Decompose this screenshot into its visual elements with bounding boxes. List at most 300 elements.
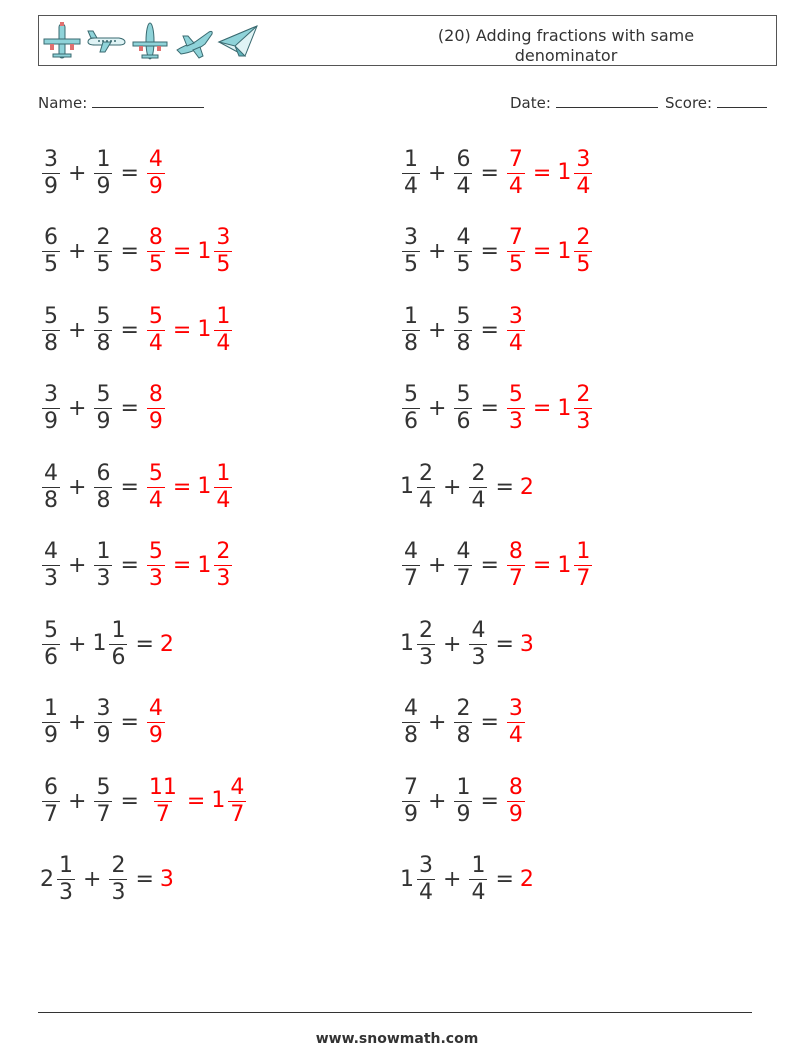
plus-sign: + — [68, 317, 87, 343]
addend-a — [400, 541, 422, 590]
addend-a-fraction — [417, 617, 435, 670]
answer-value — [505, 146, 527, 199]
addend-a — [400, 384, 422, 433]
addend-a-numerator: 7 — [404, 774, 418, 800]
addend-b — [452, 541, 474, 590]
answer-value-fraction — [147, 384, 165, 433]
plus-sign: + — [83, 867, 102, 892]
problem-item — [40, 452, 234, 522]
answer-mixed-denominator: 4 — [216, 487, 231, 513]
addend-a-denominator: 9 — [44, 409, 58, 434]
answer-mixed-fraction — [574, 384, 592, 433]
airplane-side-icon — [85, 20, 127, 62]
addend-b-denominator: 4 — [471, 880, 486, 905]
answer-mixed-numerator: 3 — [216, 225, 231, 250]
answer-value-numerator: 5 — [148, 303, 163, 329]
answer-value-denominator: 5 — [508, 252, 523, 277]
problem-item — [40, 217, 234, 287]
addend-a-fraction — [402, 227, 420, 276]
answer-mixed — [197, 541, 234, 590]
addend-a-numerator: 3 — [44, 146, 58, 172]
answer-value-whole: 2 — [519, 867, 534, 892]
addend-a — [40, 146, 62, 199]
addend-a-fraction — [402, 698, 420, 747]
answer-value-whole: 2 — [159, 631, 174, 657]
addend-b-numerator: 6 — [456, 146, 471, 172]
addend-a — [40, 303, 62, 356]
addend-b-denominator: 4 — [456, 173, 471, 199]
answer-value-fraction — [507, 146, 525, 199]
addend-a-numerator: 1 — [59, 853, 73, 878]
equals-sign: = — [495, 631, 514, 657]
plus-sign: + — [68, 239, 87, 264]
problem-item — [400, 845, 535, 915]
equals-sign: = — [120, 239, 139, 264]
problem-item — [40, 531, 234, 601]
addend-a-denominator: 7 — [44, 801, 58, 827]
answer-equals-sign: = — [172, 317, 192, 343]
problem-item — [400, 138, 594, 208]
answer-mixed-fraction — [574, 227, 592, 276]
addend-b-numerator: 5 — [456, 382, 471, 407]
problem-item — [40, 609, 175, 679]
addend-b-fraction — [469, 460, 487, 513]
equals-sign: = — [480, 788, 499, 814]
addend-a-fraction — [42, 541, 60, 590]
answer-mixed-denominator: 7 — [576, 566, 591, 591]
addend-a-denominator: 6 — [404, 409, 418, 434]
addend-a-numerator: 5 — [404, 382, 418, 407]
equals-sign: = — [480, 553, 499, 578]
addend-b-numerator: 5 — [456, 303, 471, 329]
addend-b-whole: 1 — [92, 631, 107, 656]
addend-b-fraction — [454, 227, 472, 276]
footer-url: www.snowmath.com — [315, 1031, 479, 1047]
addend-a-denominator: 4 — [404, 173, 418, 199]
answer-value — [160, 632, 175, 657]
answer-value — [505, 698, 527, 747]
answer-mixed-whole: 1 — [557, 552, 572, 578]
plus-sign: + — [68, 788, 87, 814]
answer-value-denominator: 7 — [508, 566, 523, 591]
answer-value-denominator: 3 — [148, 566, 163, 591]
answer-value-denominator: 4 — [148, 330, 163, 356]
answer-mixed-numerator: 1 — [216, 303, 231, 329]
addend-b-denominator: 5 — [456, 252, 471, 277]
answer-value-fraction — [507, 303, 525, 356]
problem-item — [400, 609, 535, 679]
addend-a-denominator: 5 — [44, 252, 58, 277]
addend-b-numerator: 2 — [456, 696, 471, 721]
addend-a-fraction — [42, 698, 60, 747]
answer-value-numerator: 5 — [148, 460, 163, 486]
plus-sign: + — [428, 317, 447, 343]
addend-a-fraction — [42, 384, 60, 433]
addend-a-whole: 2 — [40, 866, 54, 892]
answer-value-fraction — [147, 303, 165, 356]
addend-b — [92, 303, 114, 356]
equals-sign: = — [120, 317, 139, 343]
answer-value-fraction — [507, 384, 525, 433]
answer-mixed-numerator: 4 — [230, 774, 245, 800]
addend-a-denominator: 9 — [44, 173, 58, 199]
answer — [505, 698, 527, 747]
problem-item — [400, 688, 527, 758]
answer-equals-sign: = — [532, 160, 552, 186]
addend-b — [107, 855, 129, 904]
worksheet-title: (20) Adding fractions with same denominator — [437, 26, 695, 65]
answer-mixed-numerator: 2 — [576, 382, 591, 407]
answer-value-denominator: 4 — [508, 173, 523, 199]
addend-a-fraction — [42, 617, 60, 670]
answer-mixed — [557, 541, 594, 590]
date-label: Date: — [510, 94, 551, 112]
addend-b-numerator: 2 — [471, 460, 486, 486]
problem-item — [40, 138, 167, 208]
addend-b-numerator: 5 — [96, 303, 111, 329]
answer-value-denominator: 9 — [148, 409, 163, 434]
problem-item — [400, 295, 527, 365]
answer-value-numerator: 7 — [508, 146, 523, 172]
answer-equals-sign: = — [186, 788, 206, 814]
problem-item — [400, 766, 527, 836]
answer — [160, 632, 175, 657]
answer-value — [505, 227, 527, 276]
addend-a-denominator: 3 — [44, 566, 58, 591]
addend-b — [92, 774, 114, 827]
plus-sign: + — [428, 788, 447, 814]
plus-sign: + — [428, 239, 447, 264]
answer — [145, 384, 167, 433]
problem-item — [40, 688, 167, 758]
addend-b-denominator: 3 — [96, 566, 111, 591]
addend-b-denominator: 6 — [456, 409, 471, 434]
answer — [505, 303, 527, 356]
addend-b-fraction — [454, 698, 472, 747]
answer-value-denominator: 3 — [508, 409, 523, 434]
answer-value-denominator: 9 — [148, 173, 163, 199]
addend-a-whole: 1 — [400, 866, 414, 892]
answer-equals-sign: = — [532, 239, 552, 264]
problem-item — [40, 845, 175, 915]
addend-b-denominator: 8 — [96, 487, 111, 513]
addend-a-denominator: 8 — [44, 487, 58, 513]
equals-sign: = — [120, 474, 139, 500]
addend-b-fraction — [454, 774, 472, 827]
equals-sign: = — [480, 396, 499, 421]
addend-a-numerator: 4 — [404, 539, 418, 564]
addend-a-denominator: 6 — [44, 644, 58, 670]
answer-mixed — [557, 384, 594, 433]
addend-a-numerator: 2 — [419, 460, 433, 486]
answer-value-fraction — [147, 146, 165, 199]
addend-b — [92, 698, 114, 747]
plus-sign: + — [428, 553, 447, 578]
equals-sign: = — [120, 553, 139, 578]
answer-mixed-whole: 1 — [557, 160, 572, 185]
answer-mixed — [557, 146, 594, 199]
plus-sign: + — [428, 396, 447, 421]
answer-mixed-fraction — [574, 541, 592, 590]
answer-mixed-whole: 1 — [557, 395, 572, 421]
answer-value-whole: 2 — [519, 474, 534, 500]
answer-value-fraction — [147, 227, 165, 276]
answer-mixed — [557, 227, 594, 276]
answer-mixed-whole: 1 — [197, 474, 212, 499]
addend-a-fraction — [57, 855, 75, 904]
problem-item — [40, 374, 167, 444]
answer-value-numerator: 4 — [148, 696, 163, 721]
answer-mixed-whole: 1 — [557, 238, 572, 264]
plus-sign: + — [443, 631, 462, 657]
addend-b — [92, 227, 114, 276]
problem-item — [400, 374, 594, 444]
answer-value-fraction — [507, 541, 525, 590]
answer-mixed-fraction — [214, 303, 232, 356]
addend-a — [400, 146, 422, 199]
addend-a — [400, 855, 437, 904]
addend-b — [92, 617, 129, 670]
addend-b-numerator: 3 — [96, 696, 111, 721]
addend-b-denominator: 9 — [96, 409, 111, 434]
airplane-top-icon — [41, 20, 83, 62]
answer-mixed — [211, 774, 248, 827]
addend-a-fraction — [402, 384, 420, 433]
answer-value — [520, 475, 535, 500]
answer-value-numerator: 3 — [508, 303, 523, 329]
addend-a-fraction — [402, 541, 420, 590]
addend-b-fraction — [94, 460, 112, 513]
answer-value-denominator: 9 — [148, 723, 163, 748]
addend-b — [92, 460, 114, 513]
answer-value — [145, 460, 167, 513]
answer — [505, 774, 527, 827]
equals-sign: = — [120, 160, 139, 186]
addend-b-denominator: 9 — [456, 801, 471, 827]
answer — [505, 146, 594, 199]
answer-equals-sign: = — [532, 396, 552, 421]
equals-sign: = — [135, 631, 154, 657]
plus-sign: + — [68, 631, 87, 657]
answer-mixed-numerator: 3 — [576, 146, 591, 172]
answer-value-fraction — [147, 541, 165, 590]
answer-equals-sign: = — [532, 553, 552, 578]
addend-b-numerator: 5 — [96, 382, 111, 407]
equals-sign: = — [120, 710, 139, 735]
equals-sign: = — [480, 317, 499, 343]
addend-a — [400, 774, 422, 827]
answer-mixed-numerator: 1 — [576, 539, 591, 564]
answer-value-numerator: 11 — [148, 774, 177, 800]
answer — [160, 867, 175, 892]
addend-b-numerator: 1 — [96, 539, 111, 564]
addend-a-fraction — [402, 146, 420, 199]
answer-mixed-fraction — [214, 460, 232, 513]
addend-a-fraction — [417, 460, 435, 513]
answer-value — [145, 227, 167, 276]
addend-b-denominator: 3 — [111, 880, 126, 905]
answer-value — [145, 698, 167, 747]
addend-b-denominator: 7 — [456, 566, 471, 591]
name-blank[interactable] — [92, 93, 204, 108]
answer-value — [160, 867, 175, 892]
equals-sign: = — [135, 867, 154, 892]
footer-divider — [38, 1012, 752, 1013]
answer-mixed-fraction — [214, 541, 232, 590]
addend-b-fraction — [94, 774, 112, 827]
addend-b — [452, 384, 474, 433]
addend-b-fraction — [94, 384, 112, 433]
answer-mixed-numerator: 2 — [216, 539, 231, 564]
answer-value-numerator: 8 — [508, 774, 523, 800]
addend-a — [40, 617, 62, 670]
answer-value-fraction — [147, 698, 165, 747]
addend-a-numerator: 2 — [419, 617, 433, 643]
addend-a — [400, 227, 422, 276]
answer-value — [520, 632, 535, 657]
plus-sign: + — [428, 160, 447, 186]
addend-b-fraction — [454, 384, 472, 433]
addend-b-numerator: 4 — [456, 225, 471, 250]
answer-mixed-denominator: 4 — [576, 173, 591, 199]
answer-mixed-denominator: 3 — [576, 409, 591, 434]
addend-b — [452, 303, 474, 356]
addend-b-denominator: 6 — [111, 644, 126, 670]
answer — [145, 146, 167, 199]
equals-sign: = — [480, 160, 499, 186]
answer — [145, 698, 167, 747]
addend-a-denominator: 8 — [44, 330, 58, 356]
equals-sign: = — [480, 710, 499, 735]
addend-b — [92, 146, 114, 199]
problem-item — [400, 452, 535, 522]
addend-a-numerator: 6 — [44, 774, 58, 800]
plus-sign: + — [68, 474, 87, 500]
answer-mixed-whole: 1 — [211, 788, 226, 813]
addend-a-fraction — [402, 774, 420, 827]
score-blank[interactable] — [717, 93, 767, 108]
answer-value — [145, 384, 167, 433]
addend-a-denominator: 3 — [59, 880, 73, 905]
jet-icon — [173, 20, 215, 62]
addend-a — [40, 855, 77, 904]
addend-a — [400, 698, 422, 747]
addend-b-fraction — [94, 227, 112, 276]
addend-b — [452, 227, 474, 276]
addend-a-denominator: 7 — [404, 566, 418, 591]
addend-b-numerator: 6 — [96, 460, 111, 486]
answer-mixed — [197, 460, 234, 513]
date-field — [510, 93, 658, 112]
answer-value — [145, 774, 181, 827]
addend-b-fraction — [109, 855, 127, 904]
addend-a-numerator: 1 — [404, 146, 418, 172]
answer-value-fraction — [147, 460, 165, 513]
addend-b-fraction — [109, 617, 127, 670]
answer-value — [505, 541, 527, 590]
addend-a-fraction — [417, 855, 435, 904]
addend-a — [40, 460, 62, 513]
answer-mixed-fraction — [228, 774, 246, 827]
addend-a-numerator: 3 — [404, 225, 418, 250]
addend-a — [400, 460, 437, 513]
addend-a-denominator: 5 — [404, 252, 418, 277]
plus-sign: + — [68, 396, 87, 421]
plus-sign: + — [443, 474, 462, 500]
answer — [520, 632, 535, 657]
name-label: Name: — [38, 94, 88, 112]
answer-mixed-fraction — [574, 146, 592, 199]
addend-b-denominator: 9 — [96, 173, 111, 199]
addend-a-denominator: 8 — [404, 723, 418, 748]
score-field — [665, 93, 767, 112]
addend-a-denominator: 3 — [419, 644, 433, 670]
answer — [145, 541, 234, 590]
score-label: Score: — [665, 94, 713, 112]
addend-b — [452, 774, 474, 827]
addend-b — [467, 460, 489, 513]
answer — [145, 303, 234, 356]
addend-b-fraction — [454, 146, 472, 199]
answer-equals-sign: = — [172, 239, 192, 264]
answer-mixed-denominator: 4 — [216, 330, 231, 356]
addend-b — [452, 698, 474, 747]
addend-b-fraction — [469, 617, 487, 670]
addend-a-whole: 1 — [400, 474, 414, 499]
answer-mixed — [197, 227, 234, 276]
addend-b-numerator: 1 — [111, 617, 126, 643]
addend-a-fraction — [402, 303, 420, 356]
addend-b — [92, 384, 114, 433]
addend-b-denominator: 3 — [471, 644, 486, 670]
addend-a — [400, 617, 437, 670]
date-blank[interactable] — [556, 93, 658, 108]
addend-a-numerator: 4 — [44, 460, 58, 486]
addend-a-fraction — [42, 460, 60, 513]
answer-mixed-denominator: 7 — [230, 801, 245, 827]
equals-sign: = — [120, 396, 139, 421]
answer-value-denominator: 4 — [508, 330, 523, 356]
problem-item — [400, 217, 594, 287]
answer — [145, 460, 234, 513]
answer — [505, 541, 594, 590]
answer — [505, 384, 594, 433]
answer-value-numerator: 7 — [508, 225, 523, 250]
answer-mixed-fraction — [214, 227, 232, 276]
answer-mixed-whole: 1 — [197, 552, 212, 578]
addend-a-fraction — [42, 146, 60, 199]
addend-b-denominator: 8 — [96, 330, 111, 356]
answer-value — [145, 303, 167, 356]
addend-a-denominator: 9 — [44, 723, 58, 748]
answer-value-denominator: 5 — [148, 252, 163, 277]
addend-a-denominator: 4 — [419, 487, 433, 513]
equals-sign: = — [495, 867, 514, 892]
addend-b-numerator: 1 — [456, 774, 471, 800]
name-field — [38, 93, 204, 112]
addend-b-denominator: 9 — [96, 723, 111, 748]
answer-mixed — [197, 303, 234, 356]
answer-value-whole: 3 — [519, 631, 534, 657]
answer-mixed-denominator: 3 — [216, 566, 231, 591]
answer-mixed-denominator: 5 — [216, 252, 231, 277]
addend-b-fraction — [94, 541, 112, 590]
answer-value-denominator: 4 — [148, 487, 163, 513]
addend-b-numerator: 1 — [96, 146, 111, 172]
answer-value-numerator: 3 — [508, 696, 523, 721]
plus-sign: + — [443, 867, 462, 892]
answer — [520, 475, 535, 500]
